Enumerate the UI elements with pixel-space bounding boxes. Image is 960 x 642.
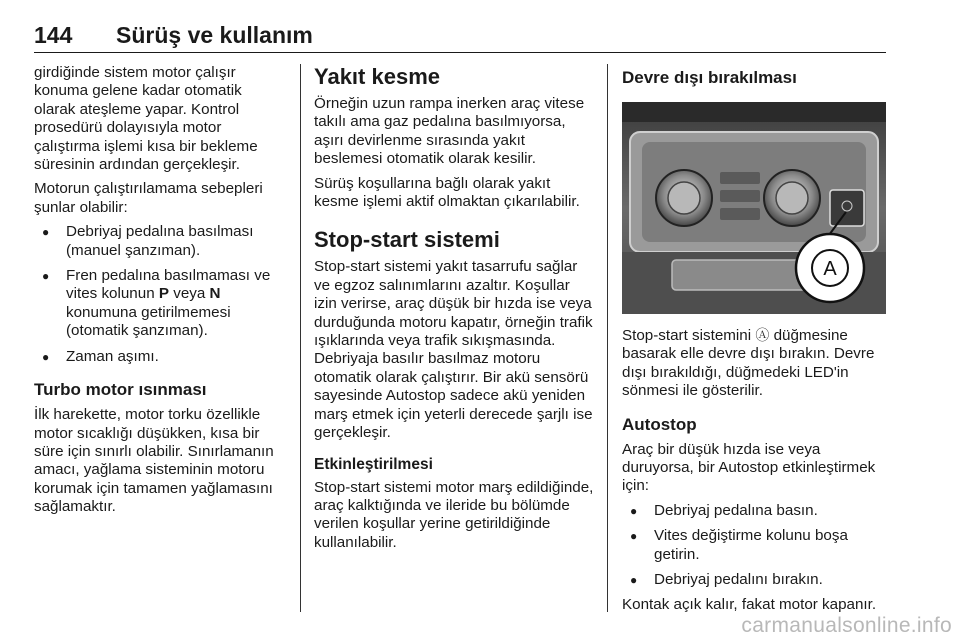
page-title: Sürüş ve kullanım [116,22,313,48]
column-divider-2 [607,64,608,612]
watermark: carmanualsonline.info [741,614,952,637]
autostop-icon: Ⓐ [755,327,770,343]
autostop-symbol: A [823,258,837,280]
list-item: ● Zaman aşımı. [34,348,286,366]
list-item-text: Fren pedalına basılmaması ve vites kolunun [66,267,271,303]
heading-stop-start: Stop-start sistemi [314,227,500,253]
list-item: ● Debriyaj pedalını bırakın. [622,571,886,589]
paragraph-text: düğmesine basarak elle devre dışı bırakın. Devre dışı bırakıldığı, düğmedeki LED'in sönmesi ile gösterilir. [622,327,875,400]
heading-deactivation: Devre dışı bırakılması [622,68,797,87]
column-divider-1 [300,64,301,612]
heading-turbo: Turbo motor ısınması [34,380,207,400]
center-console-illustration [622,102,886,314]
stop-start-button [830,190,864,226]
list-item-text: konumuna getirilmemesi (otomatik şanzıman). [66,303,231,340]
heading-fuel-cut: Yakıt kesme [314,64,440,89]
paragraph: İlk harekette, motor torku özellikle motor sıcaklığı düşükken, kısa bir süre için sınırlı olabilir. Sınırlamanın amacı, yağlama sisteminin motoru korumak için tamamen yağlamasını sağlamaktır. [34,406,274,516]
column-2 [314,64,596,558]
paragraph: Araç bir düşük hızda ise veya duruyorsa, bir Autostop etkinleştirmek için: [622,440,876,495]
gear-p: P [158,285,170,303]
paragraph: Örneğin uzun rampa inerken araç vitese takılı ama gaz pedalına basılmıyorsa, aşırı devirlenme sırasında yakıt beslemesi otomatik olarak kesilir. [314,95,585,168]
console-figure [622,102,886,314]
paragraph: Kontak açık kalır, fakat motor kapanır. [622,596,877,614]
list-item: ● Debriyaj pedalına basılması (manuel şanzıman). [34,223,286,260]
paragraph-text: Stop-start sistemini [622,327,756,344]
autostop-steps-list [622,502,886,590]
list-item: ● Vites değiştirme kolunu boşa getirin. [622,527,886,564]
page-header [34,22,886,53]
paragraph: Motorun çalıştırılamama sebepleri şunlar olabilir: [34,180,263,216]
failure-reasons-list [34,223,286,366]
heading-activation: Etkinleştirilmesi [314,455,433,473]
heading-autostop: Autostop [622,414,697,434]
list-item [34,267,286,341]
list-item-text: veya [169,285,210,303]
paragraph: girdiğinde sistem motor çalışır konuma gelene kadar otomatik olarak ateşleme yapar. Kontrol prosedürü dolayısıyla motor çalıştırma işlemi kısa bir bekleme süresinin ardından gerçekleşir. [34,64,258,174]
column-3 [622,64,886,621]
column-1 [34,64,286,523]
paragraph [622,326,886,401]
page-number: 144 [34,22,73,48]
list-item: ● Debriyaj pedalına basın. [622,502,886,520]
paragraph: Stop-start sistemi yakıt tasarrufu sağlar ve egzoz salınımlarını azaltır. Koşullar izin verirse, araç düşük bir hızda ise veya durduğunda motoru kapatır, örneğin trafik ışıklarında veya trafik sıkışmasında. Debriyaja basılır basılmaz motoru otomatik olarak çalıştırır. Bir akü sensörü sayesinde Autostop sadece akü yeniden marş etmek için yeterli derecede şarjlı ise gerçekleşir. [314,258,593,442]
paragraph: Stop-start sistemi motor marş edildiğinde, araç kalktığında ve ileride bu bölümde verilen koşullar yerine getirildiğinde kullanılabilir. [314,478,594,551]
gear-n: N [209,285,221,303]
paragraph: Sürüş koşullarına bağlı olarak yakıt kesme işlemi aktif olmaktan çıkarılabilir. [314,174,580,211]
